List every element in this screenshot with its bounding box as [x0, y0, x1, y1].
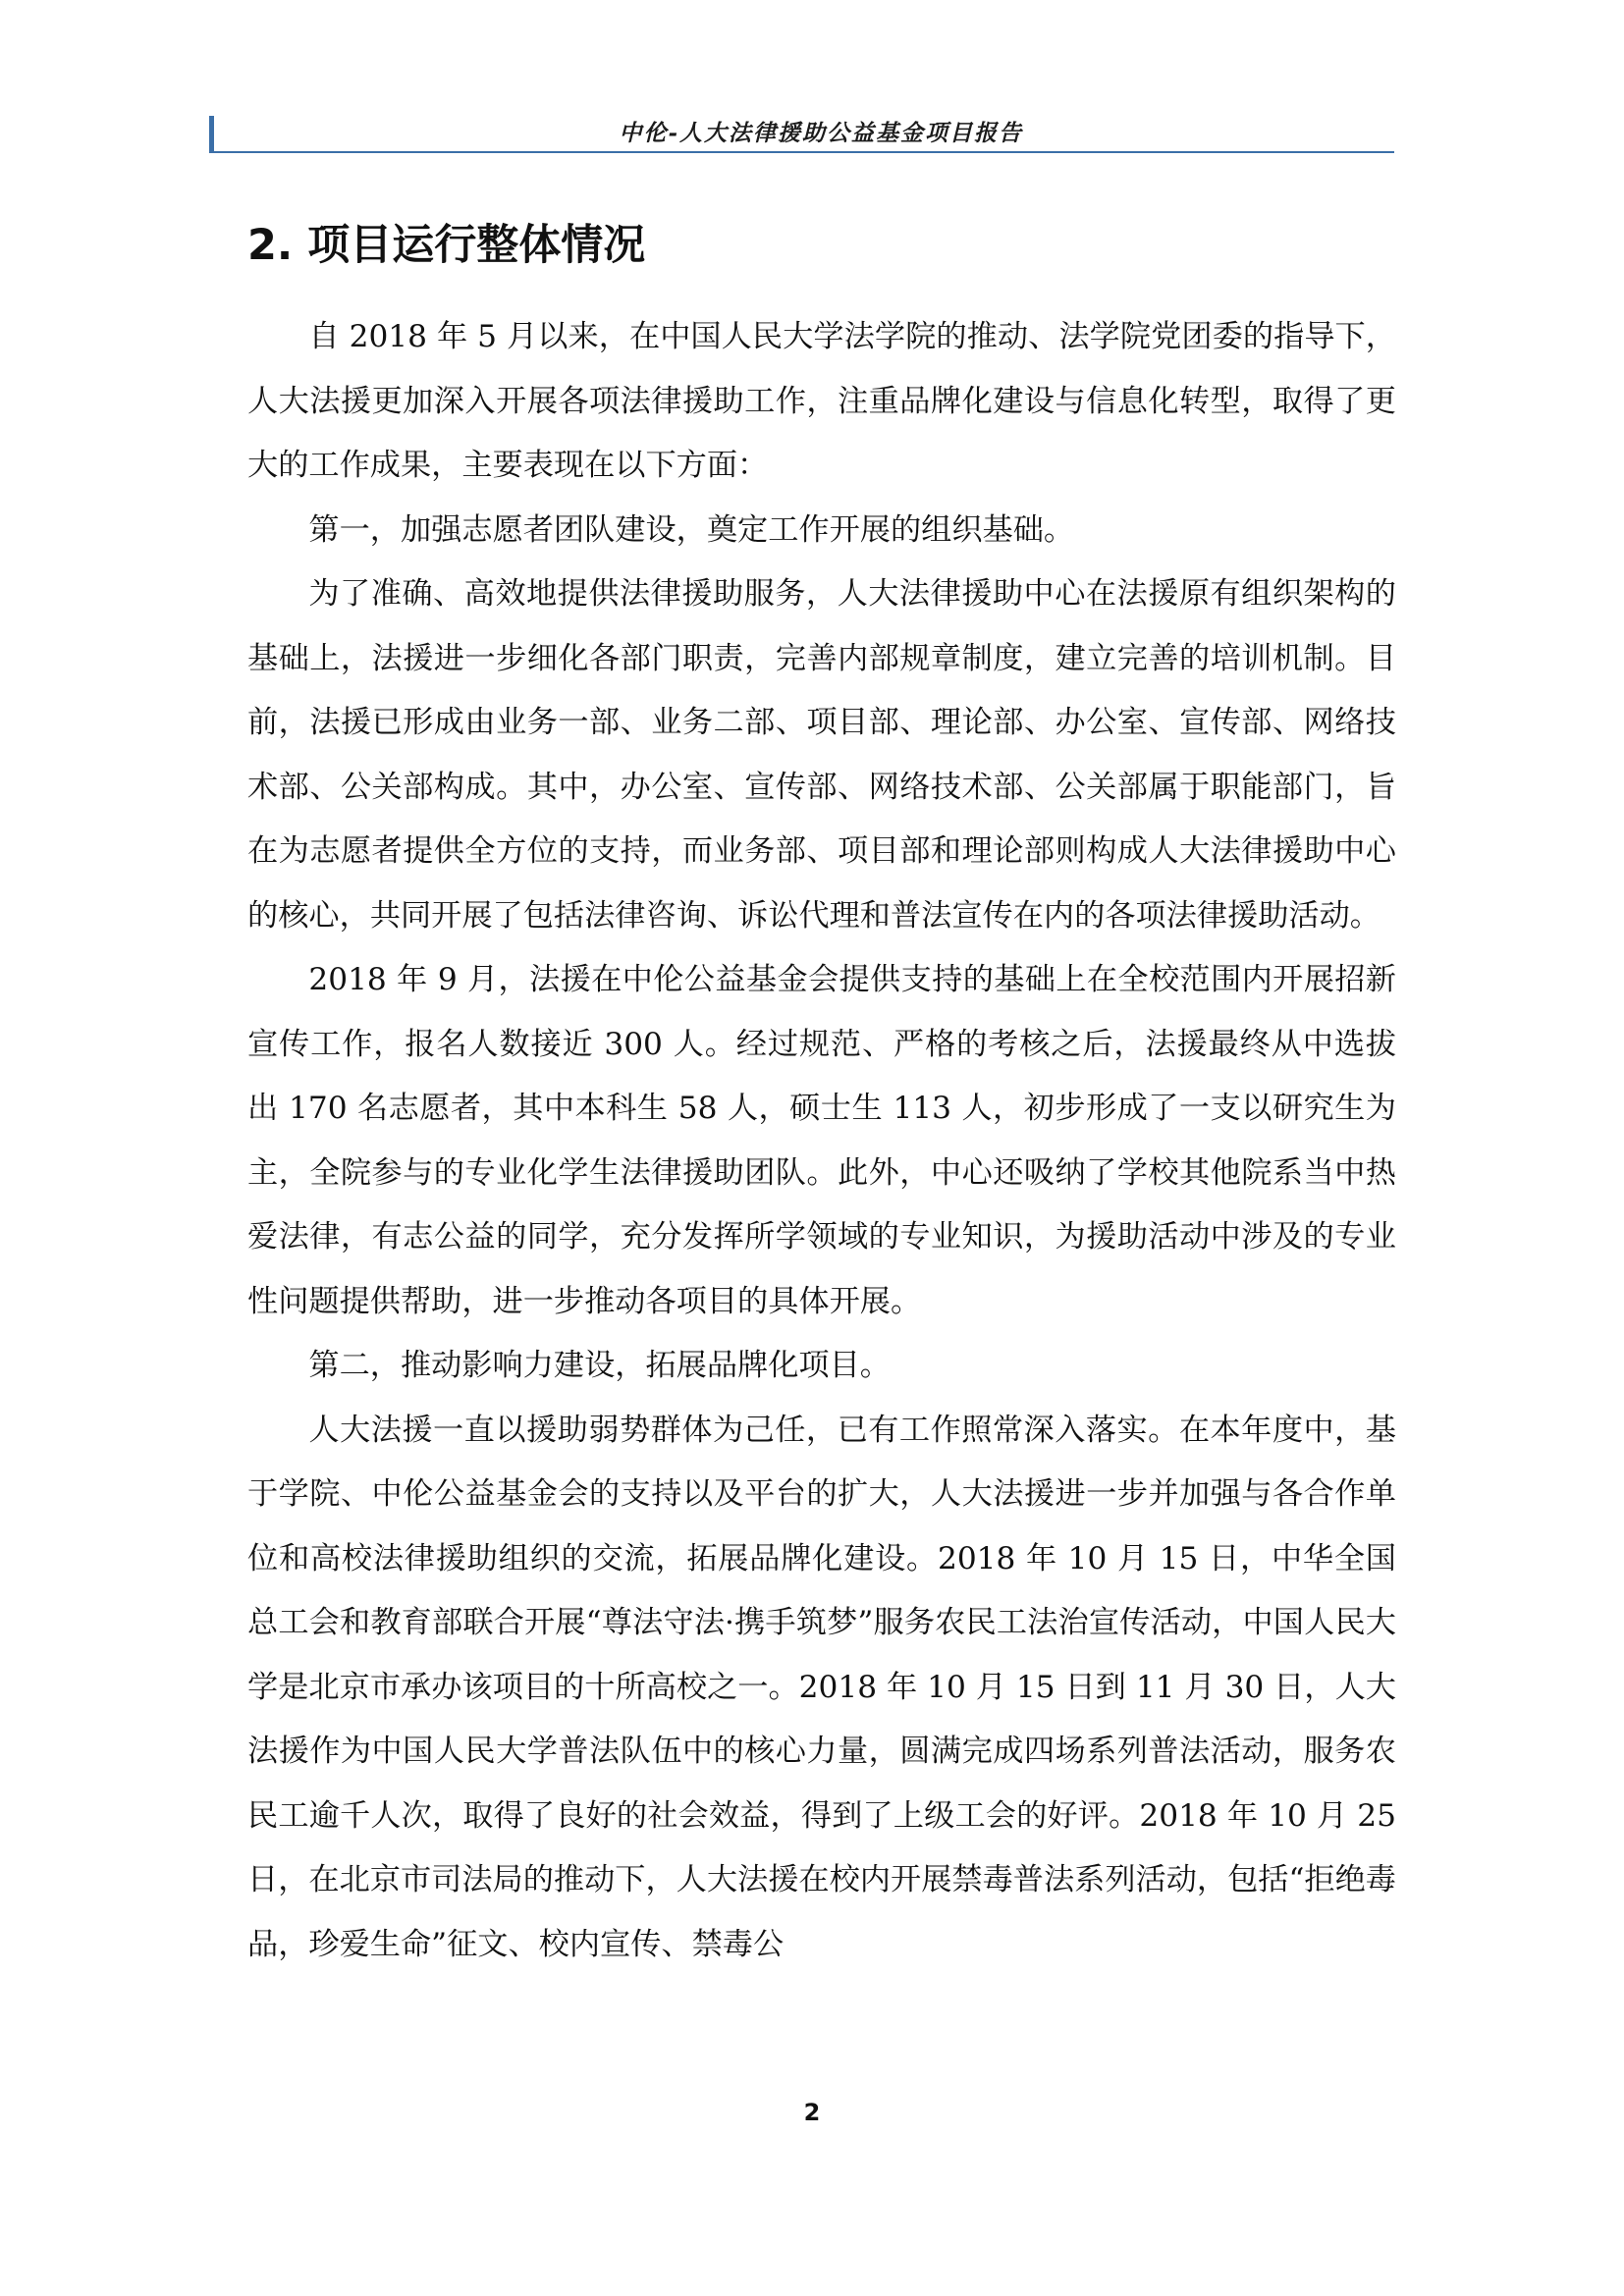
paragraph: 为了准确、高效地提供法律援助服务，人大法律援助中心在法援原有组织架构的基础上，法援进一步细化各部门职责，完善内部规章制度，建立完善的培训机制。目前，法援已形成由业务一部、业务二部、项目部、理论部、办公室、宣传部、网络技术部、公关部构成。其中，办公室、宣传部、网络技术部、公关部属于职能部门，旨在为志愿者提供全方位的支持，而业务部、项目部和理论部则构成人大法律援助中心的核心，共同开展了包括法律咨询、诉讼代理和普法宣传在内的各项法律援助活动。 [247, 576, 1396, 934]
paragraph: 2018 年 9 月，法援在中伦公益基金会提供支持的基础上在全校范围内开展招新宣传工作，报名人数接近 300 人。经过规范、严格的考核之后，法援最终从中选拔出 170 名志愿者，其中本科生 58 人，硕士生 113 人，初步形成了一支以研究生为主，全院参与的专业化学生法律援助团队。此外，中心还吸纳了学校其他院系当中热爱法律，有志公益的同学，充分发挥所学领域的专业知识，为援助活动中涉及的专业性问题提供帮助，进一步推动各项目的具体开展。 [247, 962, 1396, 1319]
body-text [247, 305, 1396, 1977]
header-accent-bar [209, 116, 214, 152]
paragraph: 第一，加强志愿者团队建设，奠定工作开展的组织基础。 [308, 511, 1075, 548]
section-title: 2. 项目运行整体情况 [247, 221, 646, 270]
paragraph: 人大法援一直以援助弱势群体为己任，已有工作照常深入落实。在本年度中，基于学院、中伦公益基金会的支持以及平台的扩大，人大法援进一步并加强与各合作单位和高校法律援助组织的交流，拓展品牌化建设。2018 年 10 月 15 日，中华全国总工会和教育部联合开展“尊法守法·携手筑梦”服务农民工法治宣传活动，中国人民大学是北京市承办该项目的十所高校之一。2018 年 10 月 15 日到 11 月 30 日，人大法援作为中国人民大学普法队伍中的核心力量，圆满完成四场系列普法活动，服务农民工逾千人次，取得了良好的社会效益，得到了上级工会的好评。2018 年 10 月 25 日，在北京市司法局的推动下，人大法援在校内开展禁毒普法系列活动，包括“拒绝毒品，珍爱生命”征文、校内宣传、禁毒公 [247, 1412, 1396, 1962]
running-header-title: 中伦-人大法律援助公益基金项目报告 [619, 120, 1023, 146]
page-number: 2 [803, 2099, 821, 2126]
paragraph: 第二，推动影响力建设，拓展品牌化项目。 [308, 1348, 891, 1383]
paragraph: 自 2018 年 5 月以来，在中国人民大学法学院的推动、法学院党团委的指导下，人大法援更加深入开展各项法律援助工作，注重品牌化建设与信息化转型，取得了更大的工作成果，主要表现在以下方面： [247, 319, 1396, 483]
header-rule [209, 151, 1394, 153]
